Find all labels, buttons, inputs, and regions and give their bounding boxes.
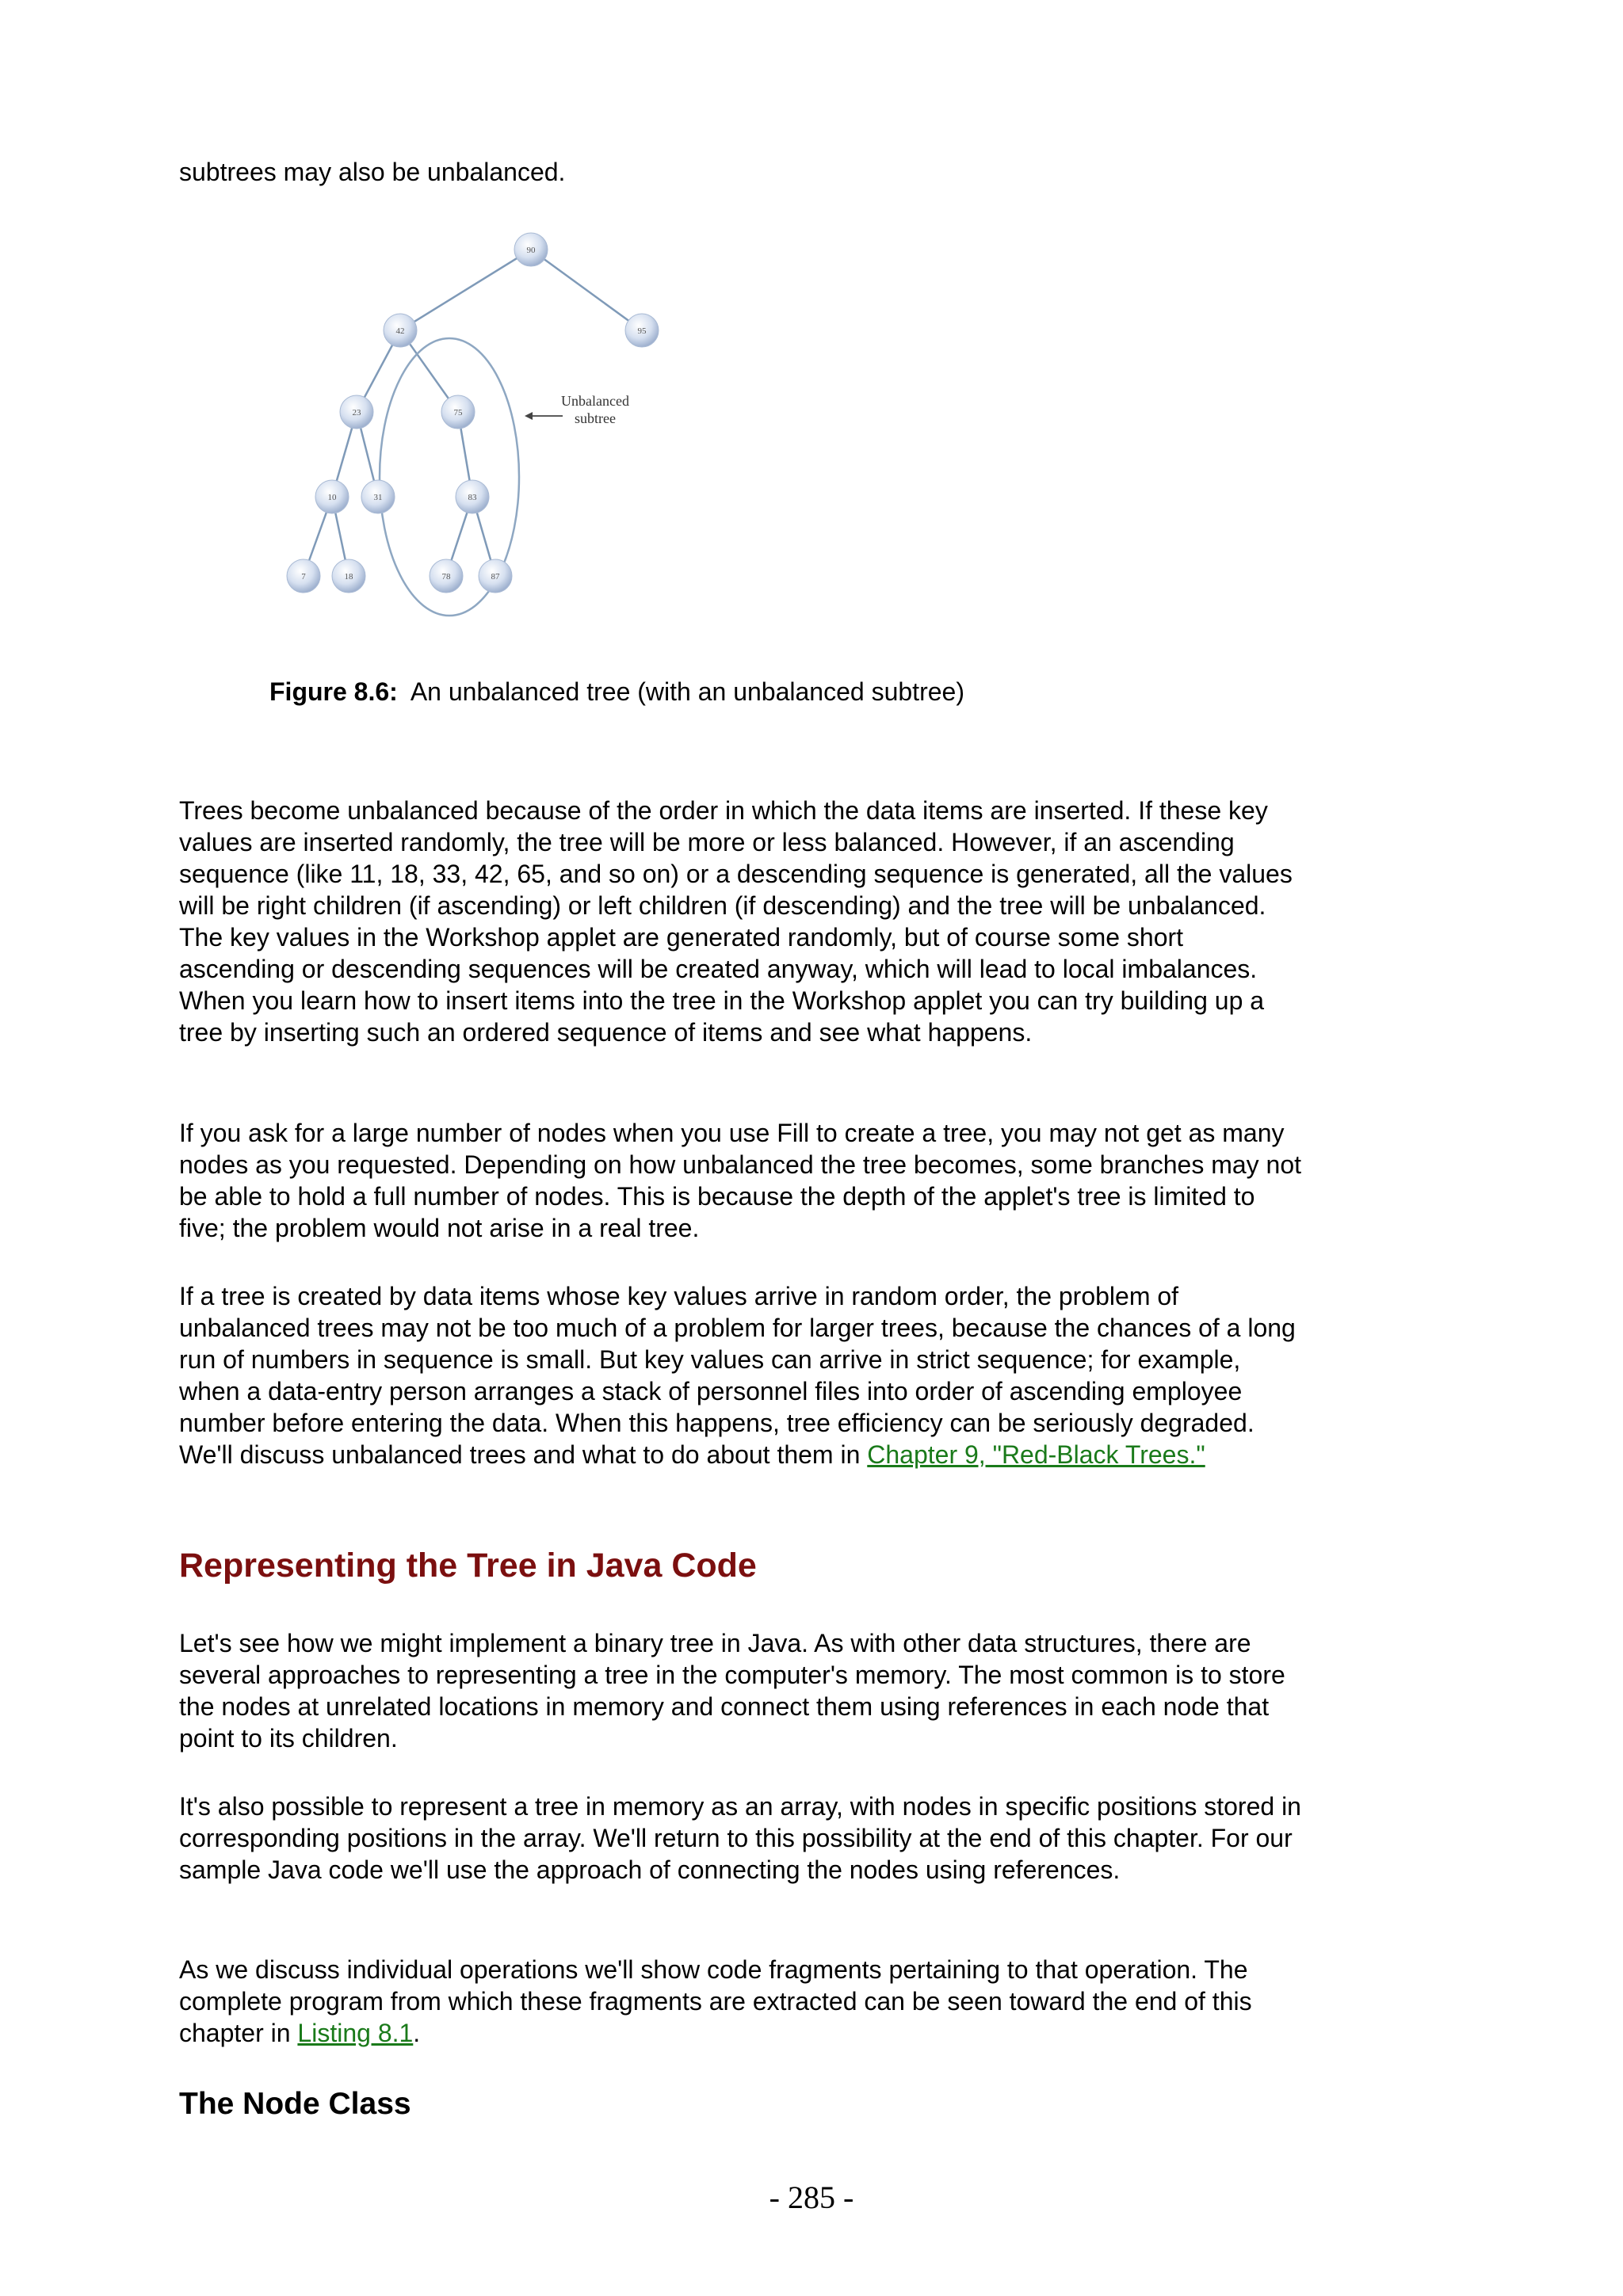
tree-figure (269, 222, 713, 642)
tree-edge (531, 250, 642, 330)
tree-node (430, 559, 463, 593)
page-number: - 285 - (769, 2180, 854, 2215)
paragraph-fragments (179, 1954, 1304, 2049)
tree-node (456, 480, 489, 513)
arrowhead-icon (525, 412, 533, 420)
tree-node (340, 395, 373, 429)
paragraph-fill: If you ask for a large number of nodes when you use Fill to create a tree, you may not get as many nodes as you requested. Depending on how unbalanced the tree becomes, some branches may not be able to hold a full number of nodes. This is because the depth of the applet's tree is limited to five; the problem would not arise in a real tree. (179, 1119, 1302, 1242)
tree-node-label: 23 (352, 408, 361, 418)
section-heading: Representing the Tree in Java Code (179, 1547, 757, 1585)
paragraph-random-order (179, 1280, 1304, 1470)
tree-node (441, 395, 475, 429)
link-listing-8-1[interactable]: Listing 8.1 (297, 2019, 414, 2047)
tree-node-label: 78 (441, 572, 451, 582)
paragraph-unbalanced-order: Trees become unbalanced because of the order in which the data items are inserted. If these key values are inserted randomly, the tree will be more or less balanced. However, if an ascending sequence (like 11, 18, 33, 42, 65, and so on) or a descending sequence is generated, all the values will be right children (if ascending) or left children (if descending) and the tree will be unbalanced. The key values in the Workshop applet are generated randomly, but of course some short ascending or descending sequences will be created anyway, which will lead to local imbalances. When you learn how to insert items into the tree in the Workshop applet you can try building up a tree by inserting such an ordered sequence of items and see what happens. (179, 796, 1293, 1047)
paragraph-fragments-end: . (413, 2019, 421, 2047)
tree-node-label: 83 (468, 493, 477, 502)
figure-caption (269, 676, 964, 707)
paragraph-fragments-text: As we discuss individual operations we'll show code fragments pertaining to that operation. The complete program from which these fragments are extracted can be seen toward the end of this chapter in (179, 1955, 1252, 2047)
tree-node-label: 7 (301, 572, 306, 582)
paragraph-random-order-text: If a tree is created by data items whose key values arrive in random order, the problem of unbalanced trees may not be too much of a problem for larger trees, because the chances of a long run of numbers in sequence is small. But key values can arrive in strict sequence; for example, when a data-entry person arranges a stack of personnel files into order of ascending employee number before entering the data. When this happens, tree efficiency can be seriously degraded. We'll discuss unbalanced trees and what to do about them in (179, 1282, 1296, 1469)
tree-node-label: 75 (453, 408, 463, 418)
figure-caption-label: Figure 8.6: (269, 677, 398, 706)
tree-node (361, 480, 395, 513)
annotation-line-1: Unbalanced (561, 393, 629, 409)
link-chapter-9[interactable]: Chapter 9, "Red-Black Trees." (867, 1440, 1205, 1469)
tree-node (287, 559, 320, 593)
paragraph-array: It's also possible to represent a tree in memory as an array, with nodes in specific positions stored in corresponding positions in the array. We'll return to this possibility at the end of this chapter. For our sample Java code we'll use the approach of connecting the nodes using references. (179, 1792, 1301, 1884)
tree-node (332, 559, 365, 593)
tree-node-label: 95 (637, 326, 647, 336)
annotation-line-2: subtree (575, 410, 616, 426)
tree-node (479, 559, 512, 593)
paragraph-implement: Let's see how we might implement a binary tree in Java. As with other data structures, there are several approaches to representing a tree in the computer's memory. The most common is to store the nodes at unrelated locations in memory and connect them using references in each node that point to its children. (179, 1629, 1285, 1753)
paragraph-intro: subtrees may also be unbalanced. (179, 158, 566, 186)
tree-node-label: 42 (395, 326, 405, 336)
tree-node-label: 18 (344, 572, 353, 582)
tree-node-label: 10 (327, 493, 337, 502)
tree-node (625, 314, 659, 347)
tree-node-label: 90 (526, 246, 536, 255)
tree-node (315, 480, 349, 513)
tree-node (384, 314, 417, 347)
tree-node-label: 87 (491, 572, 500, 582)
figure-caption-text: An unbalanced tree (with an unbalanced subtree) (410, 677, 964, 706)
subsection-heading: The Node Class (179, 2087, 411, 2121)
tree-node (514, 233, 548, 266)
tree-edge (400, 250, 531, 330)
tree-node-label: 31 (373, 493, 383, 502)
